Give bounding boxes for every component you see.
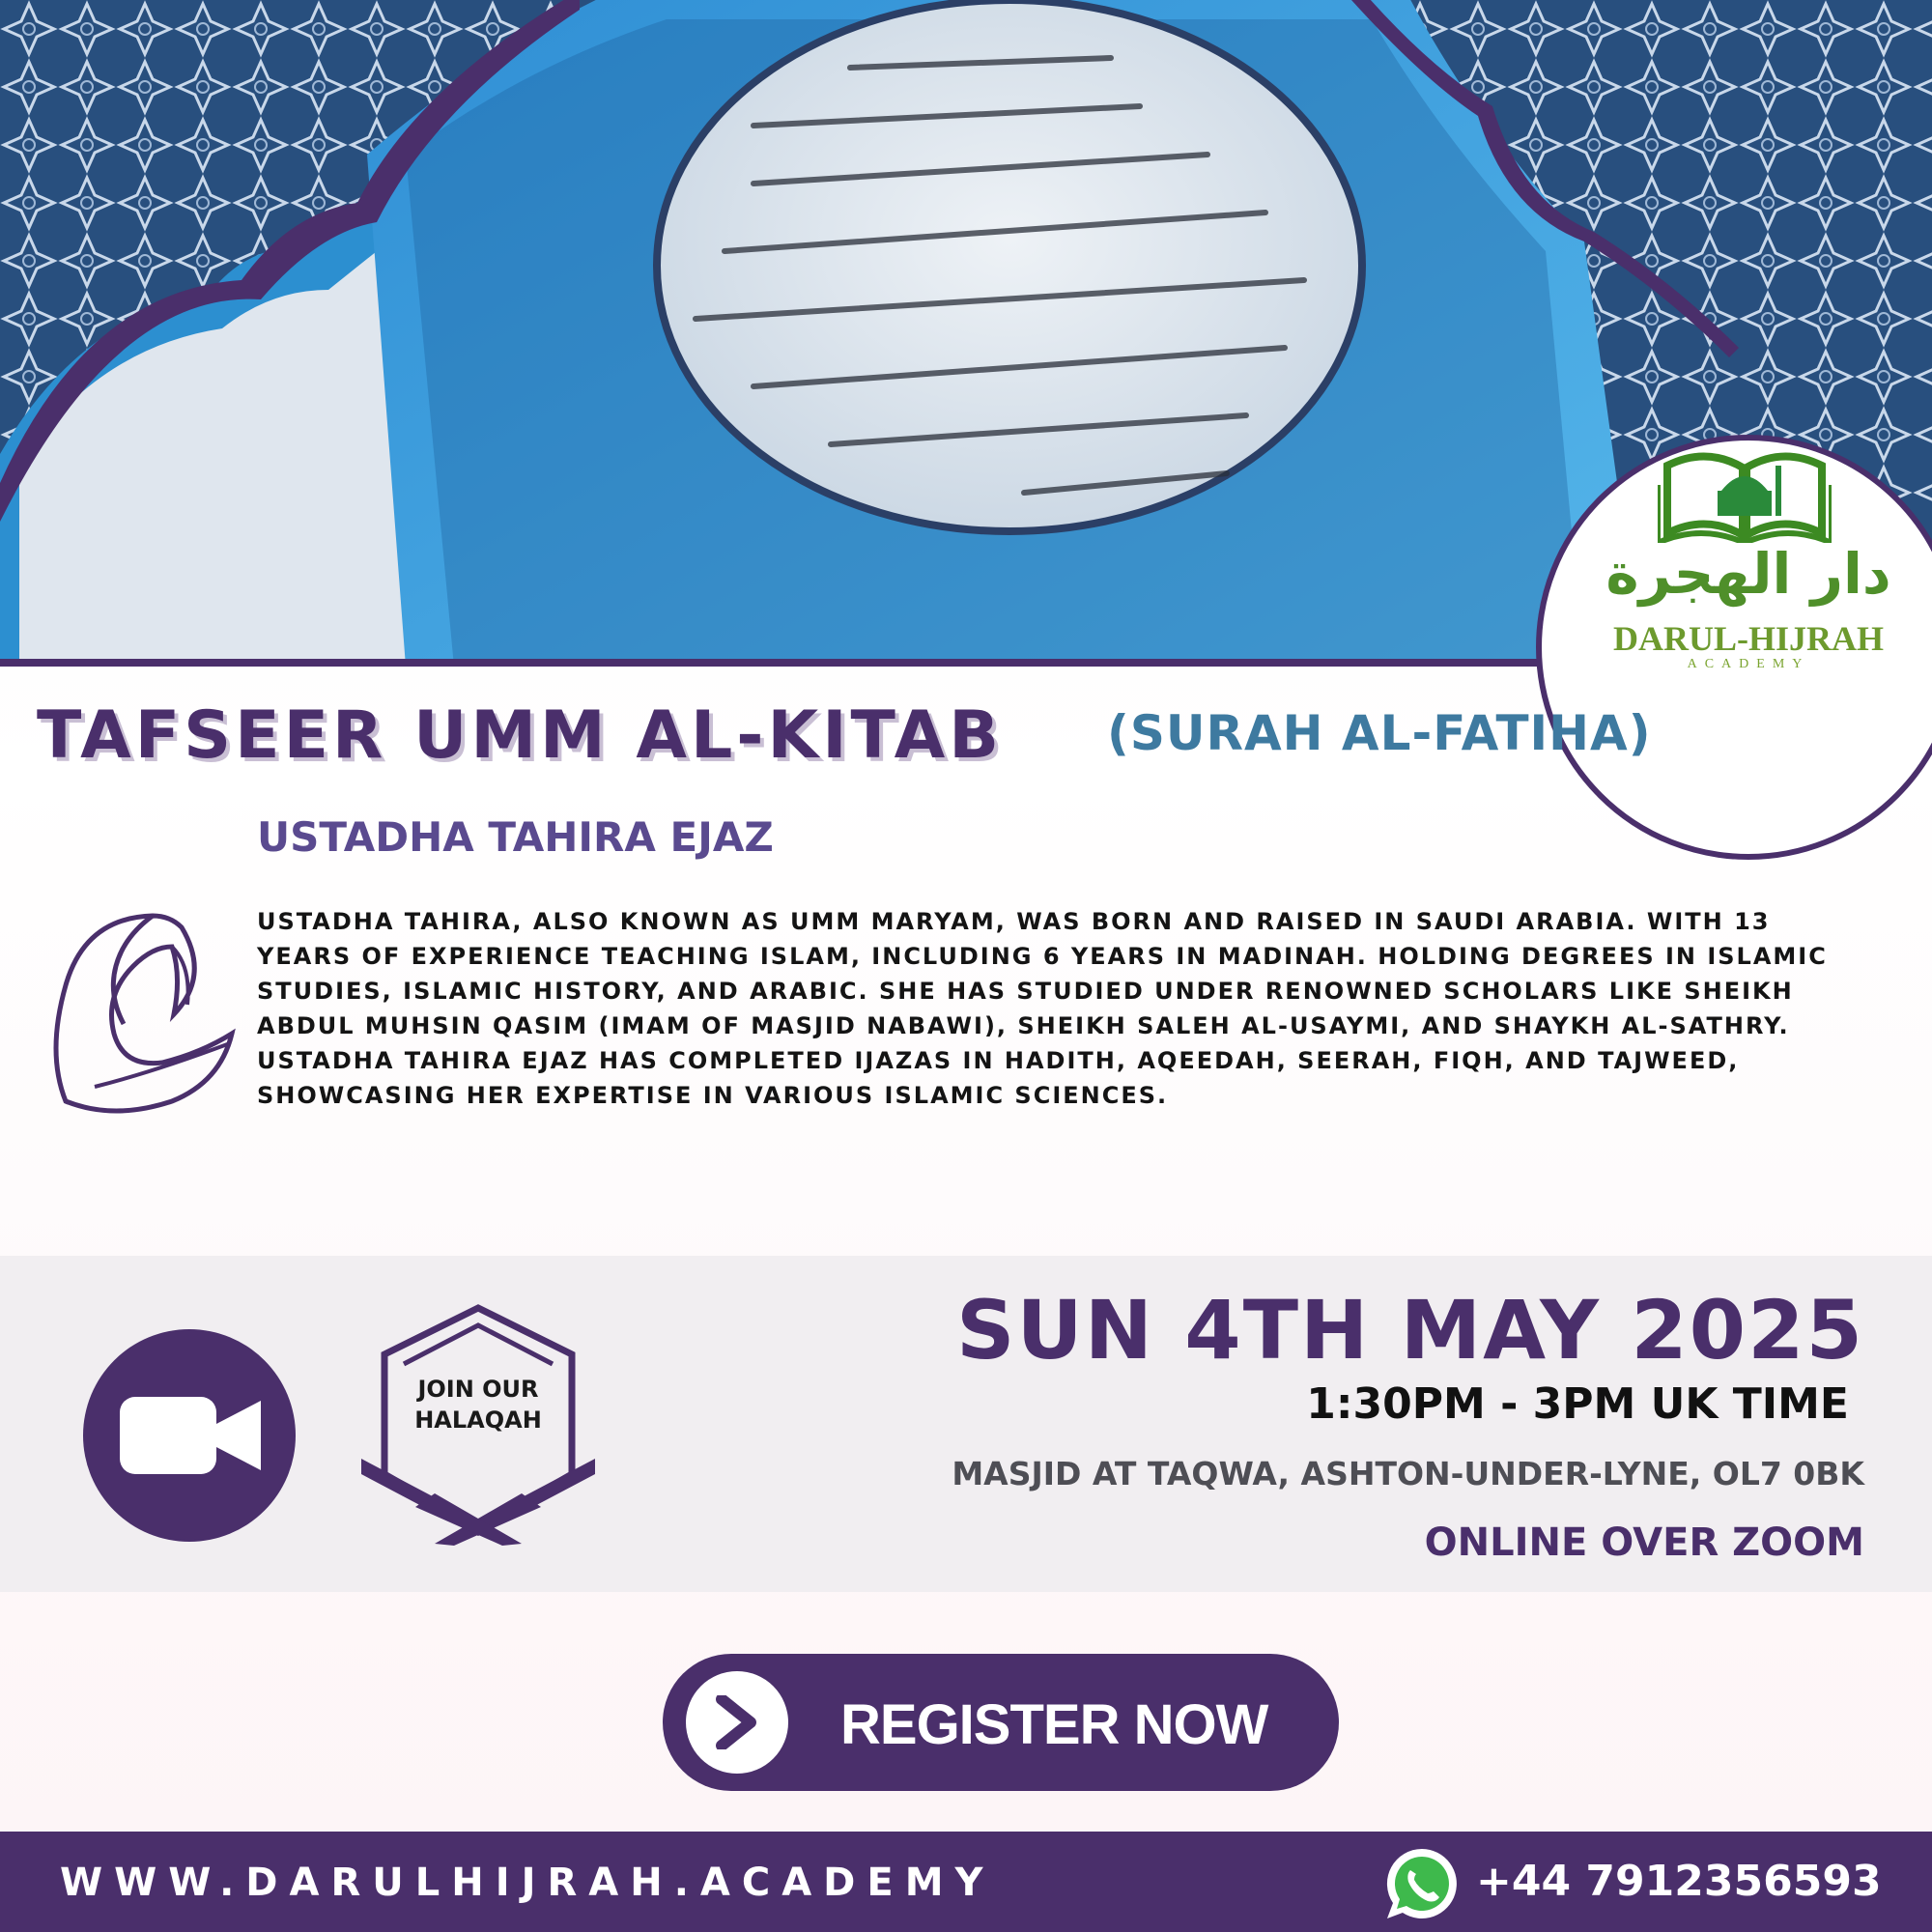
hijab-avatar-icon: [27, 908, 240, 1121]
register-now-label: REGISTER NOW: [840, 1693, 1268, 1756]
open-book-mosque-icon: [1658, 446, 1832, 543]
whatsapp-icon: [1383, 1845, 1461, 1922]
logo-name: DARUL-HIJRAH: [1612, 619, 1884, 658]
halaqah-label-line: JOIN OUR: [417, 1376, 539, 1403]
event-date: SUN 4TH MAY 2025: [956, 1283, 1864, 1378]
bio-paragraph: USTADHA TAHIRA, ALSO KNOWN AS UMM MARYAM, WAS BORN AND RAISED IN SAUDI ARABIA. WITH 13 YEARS OF EXPERIENCE TEACHING ISLAM, INCLUDING 6 YEARS IN MADINAH. HOLDING DEGREES IN ISLAMIC STUDIES, ISLAMIC HISTORY, AND ARABIC. SHE HAS STUDIED UNDER RENOWNED SCHOLARS LIKE SHEIKH ABDUL MUHSIN QASIM (IMAM OF MASJID NABAWI), SHEIKH SALEH AL-USAYMI, AND SHAYKH AL-SATHRY.: [257, 908, 1828, 1039]
event-time: 1:30PM - 3PM UK TIME: [1306, 1379, 1849, 1429]
video-call-badge: [83, 1329, 296, 1542]
register-now-button[interactable]: [663, 1654, 1339, 1791]
halaqah-label: [396, 1374, 560, 1435]
event-location: MASJID AT TAQWA, ASHTON-UNDER-LYNE, OL7 0BK: [952, 1455, 1864, 1492]
halaqah-label-line: HALAQAH: [414, 1406, 542, 1434]
video-camera-icon: [120, 1397, 261, 1474]
speaker-bio: [257, 904, 1832, 1113]
logo-arabic-name: دار الهجرة: [1605, 541, 1891, 607]
logo-subtitle: ACADEMY: [1687, 657, 1810, 671]
online-note: ONLINE OVER ZOOM: [1424, 1520, 1864, 1565]
event-subtitle: (SURAH AL-FATIHA): [1107, 705, 1652, 761]
footer-bar: [0, 1832, 1932, 1932]
website-link[interactable]: WWW.DARULHIJRAH.ACADEMY: [60, 1861, 995, 1905]
chevron-right-icon: [712, 1695, 764, 1749]
speaker-name: USTADHA TAHIRA EJAZ: [257, 813, 774, 861]
event-title: TAFSEER UMM AL-KITAB: [37, 697, 1004, 774]
phone-number[interactable]: +44 7912356593: [1476, 1857, 1882, 1906]
bio-paragraph: USTADHA TAHIRA EJAZ HAS COMPLETED IJAZAS IN HADITH, AQEEDAH, SEERAH, FIQH, AND TAJWEED, SHOWCASING HER EXPERTISE IN VARIOUS ISLAMIC SCIENCES.: [257, 1047, 1740, 1109]
register-icon-circle: [686, 1671, 788, 1774]
